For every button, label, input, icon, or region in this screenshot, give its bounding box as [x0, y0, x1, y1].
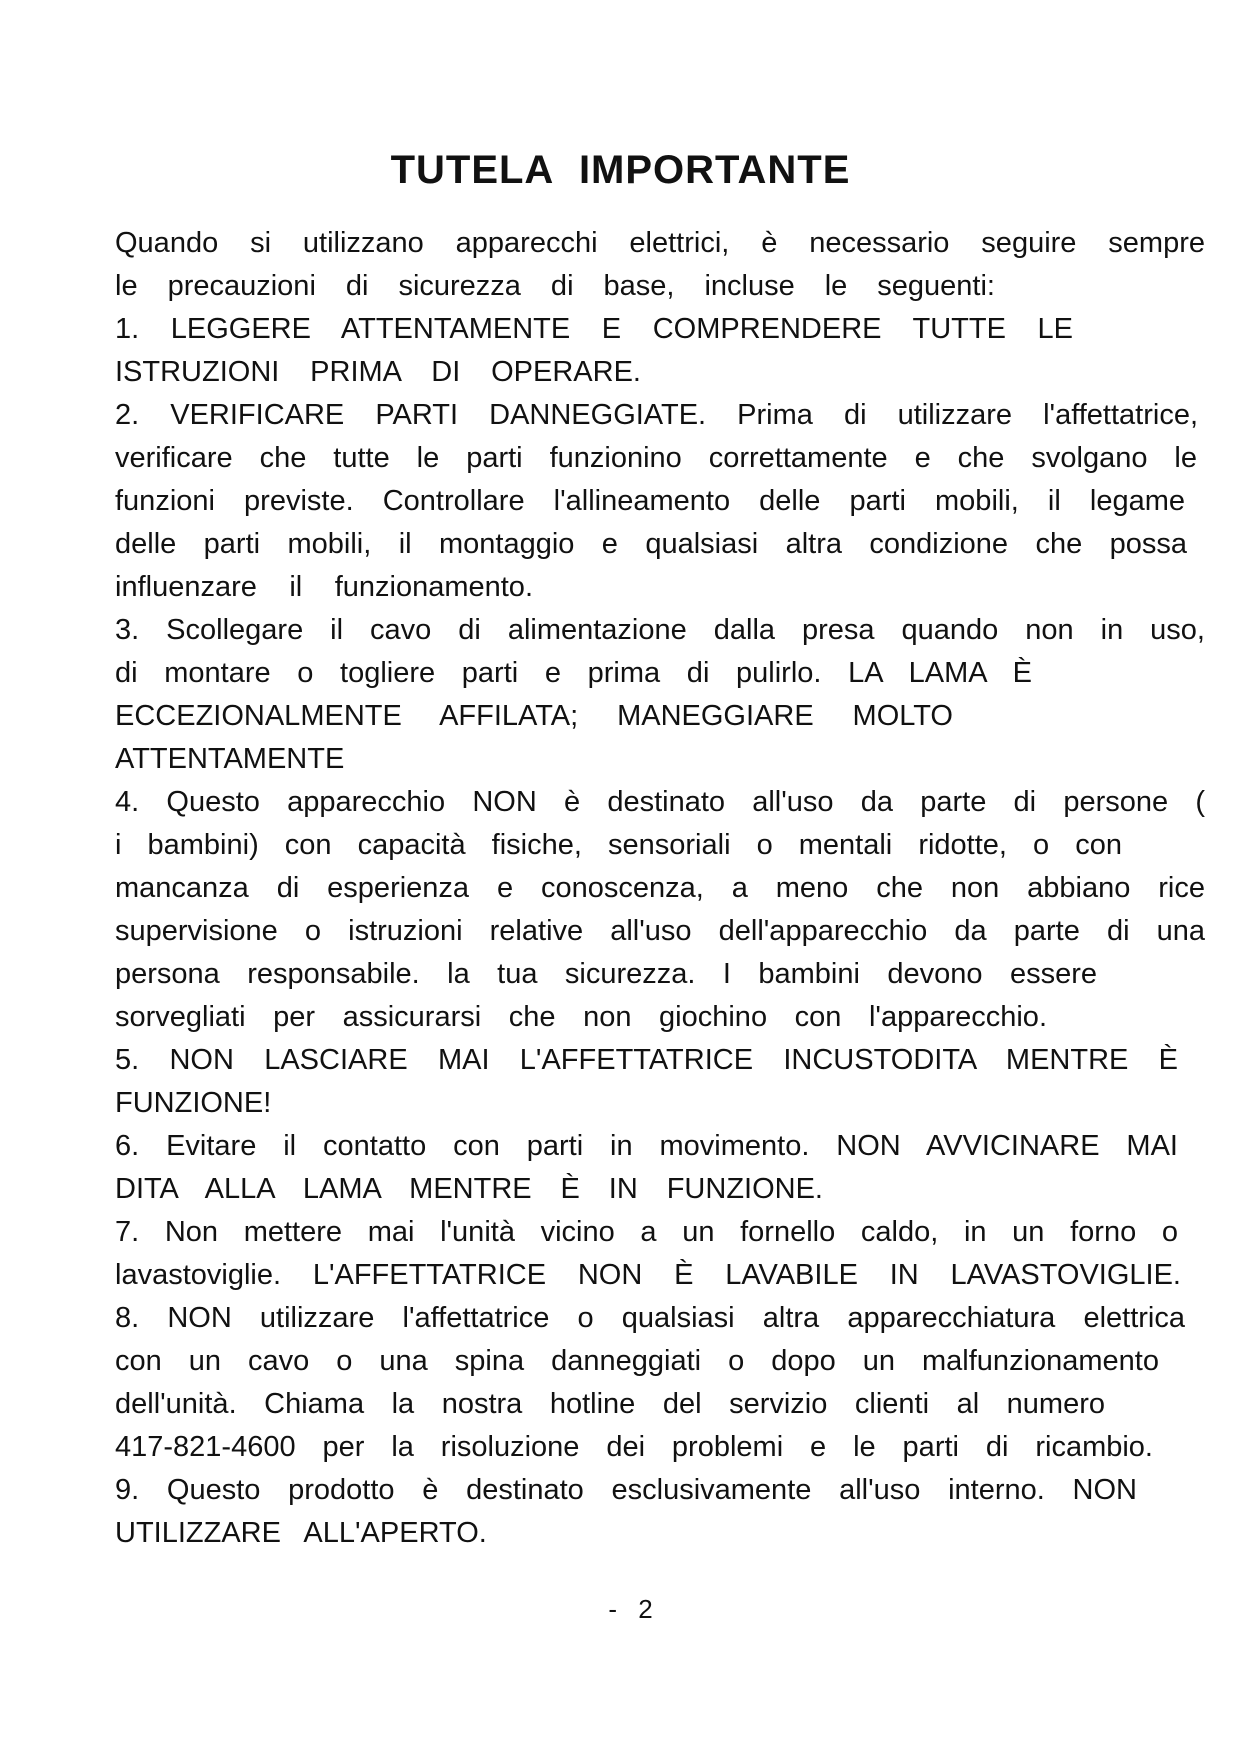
text-line: lavastoviglie. L'AFFETTATRICE NON È LAVABILE IN LAVASTOVIGLIE.	[115, 1259, 1181, 1291]
text-line: UTILIZZARE ALL'APERTO.	[115, 1517, 487, 1549]
text-line: 9. Questo prodotto è destinato esclusivamente all'uso interno. NON	[115, 1474, 1137, 1506]
text-line: influenzare il funzionamento.	[115, 571, 533, 603]
text-line: funzioni previste. Controllare l'allineamento delle parti mobili, il legame	[115, 485, 1185, 517]
text-line: 4. Questo apparecchio NON è destinato all'uso da parte di persone (	[115, 786, 1205, 818]
text-line: le precauzioni di sicurezza di base, incluse le seguenti:	[115, 270, 995, 302]
text-line: ISTRUZIONI PRIMA DI OPERARE.	[115, 356, 641, 388]
text-line: supervisione o istruzioni relative all'uso dell'apparecchio da parte di una	[115, 915, 1205, 947]
text-line: mancanza di esperienza e conoscenza, a meno che non abbiano rice	[115, 872, 1205, 904]
text-line: DITA ALLA LAMA MENTRE È IN FUNZIONE.	[115, 1173, 823, 1205]
text-line: ECCEZIONALMENTE AFFILATA; MANEGGIARE MOLTO	[115, 700, 953, 732]
text-line: Quando si utilizzano apparecchi elettrici, è necessario seguire sempre	[115, 227, 1205, 259]
text-line: 7. Non mettere mai l'unità vicino a un fornello caldo, in un forno o	[115, 1216, 1178, 1248]
safety-instructions-body	[115, 222, 1205, 1555]
text-line: 5. NON LASCIARE MAI L'AFFETTATRICE INCUSTODITA MENTRE È	[115, 1044, 1178, 1076]
text-line: di montare o togliere parti e prima di pulirlo. LA LAMA È	[115, 657, 1032, 689]
text-line: sorvegliati per assicurarsi che non giochino con l'apparecchio.	[115, 1001, 1047, 1033]
text-line: dell'unità. Chiama la nostra hotline del servizio clienti al numero	[115, 1388, 1105, 1420]
text-line: FUNZIONE!	[115, 1087, 272, 1119]
text-line: 3. Scollegare il cavo di alimentazione dalla presa quando non in uso,	[115, 614, 1205, 646]
text-line: con un cavo o una spina danneggiati o dopo un malfunzionamento	[115, 1345, 1159, 1377]
page-title: TUTELA IMPORTANTE	[390, 148, 851, 192]
text-line: verificare che tutte le parti funzionino correttamente e che svolgano le	[115, 442, 1197, 474]
text-line: 8. NON utilizzare l'affettatrice o qualsiasi altra apparecchiatura elettrica	[115, 1302, 1185, 1334]
text-line: 1. LEGGERE ATTENTAMENTE E COMPRENDERE TUTTE LE	[115, 313, 1073, 345]
text-line: 6. Evitare il contatto con parti in movimento. NON AVVICINARE MAI	[115, 1130, 1178, 1162]
text-line: persona responsabile. la tua sicurezza. I bambini devono essere	[115, 958, 1097, 990]
text-line: 2. VERIFICARE PARTI DANNEGGIATE. Prima di utilizzare l'affettatrice,	[115, 399, 1198, 431]
text-line: delle parti mobili, il montaggio e qualsiasi altra condizione che possa	[115, 528, 1187, 560]
text-line: ATTENTAMENTE	[115, 743, 345, 775]
page-number: - 2	[608, 1594, 653, 1624]
text-line: 417-821-4600 per la risoluzione dei problemi e le parti di ricambio.	[115, 1431, 1153, 1463]
text-line: i bambini) con capacità fisiche, sensoriali o mentali ridotte, o con	[115, 829, 1122, 861]
